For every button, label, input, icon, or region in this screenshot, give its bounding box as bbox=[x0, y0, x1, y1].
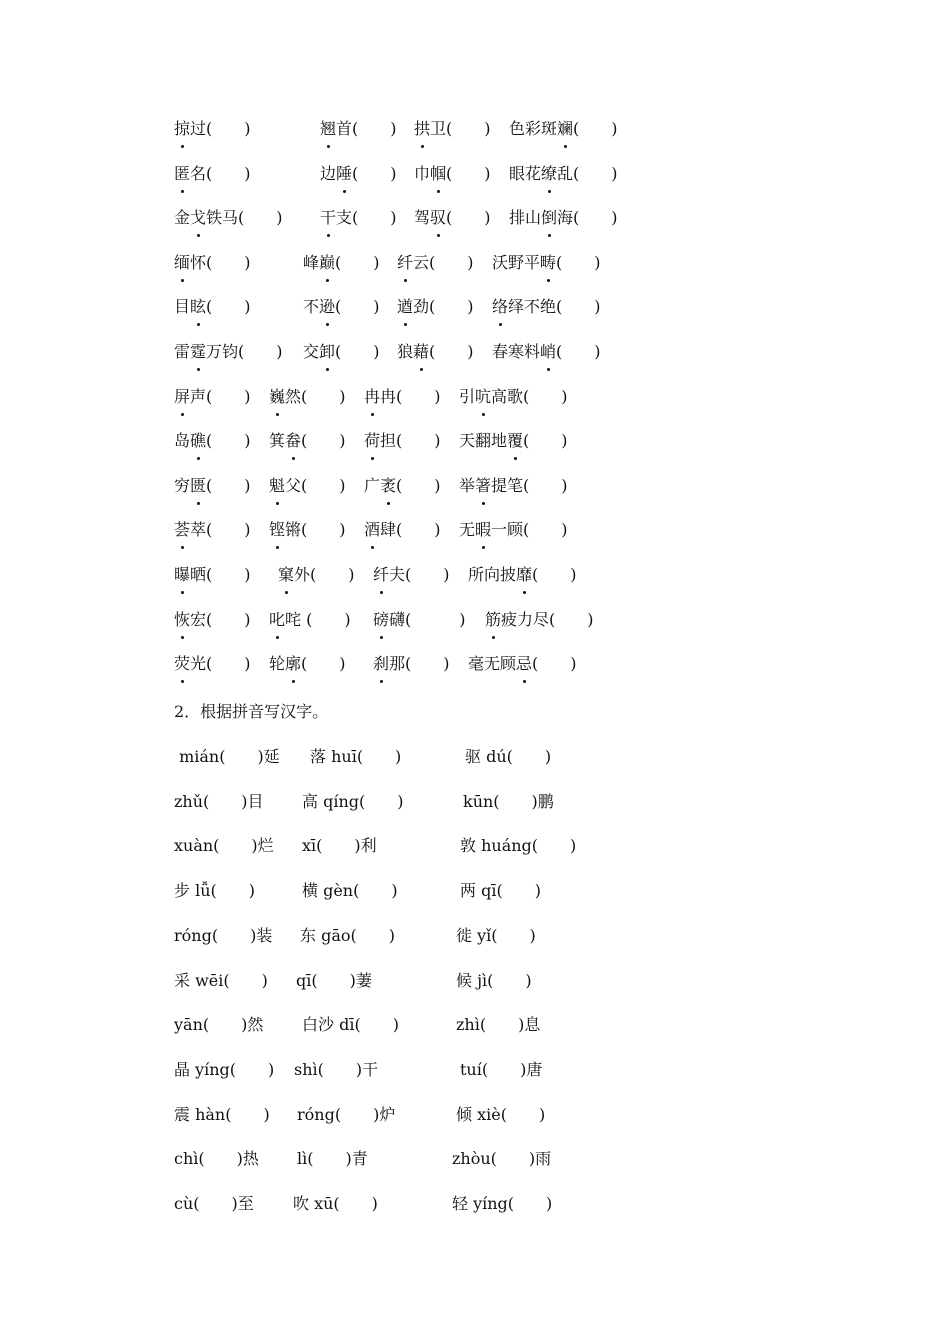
pinyin-item: cù( )至 bbox=[174, 1194, 254, 1213]
word-item bbox=[269, 429, 346, 453]
word-suffix-blank: ( ) bbox=[532, 565, 577, 584]
word-prefix: 峰 bbox=[303, 252, 320, 272]
pinyin-item: 横 gèn( ) bbox=[302, 881, 398, 901]
pinyin-item: yān( )然 bbox=[174, 1015, 264, 1035]
word-suffix-blank: 礴( ) bbox=[389, 609, 466, 629]
emphasized-character: 霆 bbox=[190, 340, 206, 364]
pinyin-row bbox=[0, 745, 950, 769]
exercise-row bbox=[0, 117, 950, 141]
emphasized-character: 眩 bbox=[190, 295, 206, 319]
word-prefix: 毫无顾 bbox=[468, 654, 517, 674]
emphasized-character: 匿 bbox=[174, 162, 190, 186]
pinyin-item: mián( )延 bbox=[174, 747, 280, 766]
pinyin-item: 晶 yíng( ) bbox=[174, 1059, 275, 1079]
word-suffix-blank: ( ) bbox=[446, 163, 491, 183]
emphasized-character: 巅 bbox=[319, 251, 335, 275]
word-prefix: 春寒料 bbox=[492, 342, 541, 361]
pinyin-item: shì( )干 bbox=[294, 1059, 379, 1079]
word-suffix-blank: ( ) bbox=[335, 342, 380, 361]
word-suffix-blank: ( ) bbox=[206, 297, 251, 317]
word-item bbox=[364, 429, 441, 453]
word-item bbox=[459, 474, 568, 498]
pinyin-row bbox=[0, 790, 950, 814]
emphasized-character: 纤 bbox=[397, 251, 413, 275]
word-prefix: 目 bbox=[174, 297, 191, 317]
word-prefix: 举 bbox=[459, 475, 476, 495]
exercise-row bbox=[0, 429, 950, 453]
emphasized-character: 屏 bbox=[174, 385, 190, 409]
word-item bbox=[269, 385, 346, 409]
word-suffix-blank: 然( ) bbox=[285, 386, 346, 406]
word-prefix: 色彩斑 bbox=[509, 119, 558, 138]
word-item bbox=[174, 474, 251, 498]
word-suffix-blank: 那( ) bbox=[389, 654, 450, 674]
word-item bbox=[459, 429, 568, 453]
pinyin-item: zhòu( )雨 bbox=[452, 1149, 552, 1169]
word-prefix: 所向披 bbox=[468, 565, 517, 584]
word-item bbox=[269, 608, 351, 632]
pinyin-item: 候 jì( ) bbox=[456, 970, 532, 990]
word-suffix-blank: ( ) bbox=[573, 119, 618, 138]
pinyin-item: róng( )炉 bbox=[297, 1104, 396, 1124]
word-prefix: 引 bbox=[459, 386, 476, 406]
word-suffix-blank: 夫( ) bbox=[389, 565, 450, 584]
word-suffix-blank: ( ) bbox=[352, 163, 397, 183]
word-prefix: 无 bbox=[459, 520, 476, 540]
pinyin-item: 倾 xiè( ) bbox=[456, 1104, 546, 1124]
word-suffix-blank: 绎不绝( ) bbox=[508, 297, 601, 317]
word-item bbox=[373, 652, 450, 676]
word-suffix-blank: ( ) bbox=[556, 342, 601, 361]
word-suffix-blank: 怀( ) bbox=[190, 252, 251, 272]
pinyin-item: 吹 xū( ) bbox=[293, 1194, 378, 1213]
pinyin-item: róng( )装 bbox=[174, 925, 273, 945]
exercise-row bbox=[0, 652, 950, 676]
word-item bbox=[397, 251, 474, 275]
exercise-row bbox=[0, 474, 950, 498]
word-item bbox=[174, 652, 251, 676]
word-prefix: 眼花 bbox=[509, 163, 542, 183]
exercise-row bbox=[0, 340, 950, 364]
word-item bbox=[364, 385, 441, 409]
pinyin-item: 步 lǚ( ) bbox=[174, 881, 255, 901]
word-suffix-blank: 万钧( ) bbox=[206, 342, 283, 361]
word-suffix-blank: 担( ) bbox=[380, 431, 441, 451]
pinyin-item: chì( )热 bbox=[174, 1149, 259, 1169]
word-item bbox=[492, 340, 601, 364]
word-item bbox=[397, 340, 474, 364]
word-suffix-blank: ( ) bbox=[396, 475, 441, 495]
pinyin-item: 敦 huáng( ) bbox=[460, 836, 577, 856]
word-suffix-blank: 萃( ) bbox=[190, 520, 251, 540]
word-item bbox=[174, 251, 251, 275]
word-item bbox=[174, 429, 251, 453]
word-suffix-blank: ( ) bbox=[301, 654, 346, 674]
word-item bbox=[485, 608, 594, 632]
emphasized-character: 畴 bbox=[540, 251, 556, 275]
emphasized-character: 匮 bbox=[190, 474, 206, 498]
word-item bbox=[364, 518, 441, 542]
emphasized-character: 袤 bbox=[380, 474, 396, 498]
word-item bbox=[278, 563, 355, 587]
pinyin-item: 白沙 dī( ) bbox=[302, 1015, 399, 1035]
word-suffix-blank: 父( ) bbox=[285, 475, 346, 495]
pinyin-row bbox=[0, 1147, 950, 1171]
word-prefix: 天翻地 bbox=[459, 431, 508, 451]
word-prefix: 驾 bbox=[414, 208, 431, 228]
section-heading: 2．根据拼音写汉字。 bbox=[174, 702, 329, 721]
exercise-row bbox=[0, 518, 950, 542]
word-suffix-blank: 光( ) bbox=[190, 654, 251, 674]
emphasized-character: 魁 bbox=[269, 474, 285, 498]
word-suffix-blank: 乱( ) bbox=[557, 163, 618, 183]
word-suffix-blank: ( ) bbox=[335, 297, 380, 317]
word-item bbox=[468, 563, 577, 587]
pinyin-item: zhì( )息 bbox=[456, 1015, 541, 1035]
word-item bbox=[397, 295, 474, 319]
word-item bbox=[509, 162, 618, 186]
word-prefix: 交 bbox=[303, 342, 320, 361]
emphasized-character: 筋 bbox=[485, 608, 501, 632]
word-suffix-blank: 宏( ) bbox=[190, 609, 251, 629]
pinyin-item: 东 gāo( ) bbox=[300, 925, 395, 945]
emphasized-character: 陲 bbox=[336, 162, 352, 186]
word-suffix-blank: 过( ) bbox=[190, 119, 251, 138]
word-prefix: 雷 bbox=[174, 342, 191, 361]
word-item bbox=[320, 206, 397, 230]
emphasized-character: 吭 bbox=[475, 385, 491, 409]
emphasized-character: 畚 bbox=[285, 429, 301, 453]
word-suffix-blank: ( ) bbox=[532, 654, 577, 674]
emphasized-character: 窠 bbox=[278, 563, 294, 587]
word-item bbox=[269, 652, 346, 676]
word-suffix-blank: ( ) bbox=[429, 342, 474, 361]
word-item bbox=[468, 652, 577, 676]
pinyin-item: 震 hàn( ) bbox=[174, 1104, 270, 1124]
emphasized-character: 缅 bbox=[174, 251, 190, 275]
word-prefix: 穷 bbox=[174, 475, 191, 495]
word-item bbox=[459, 385, 568, 409]
word-suffix-blank: 首( ) bbox=[336, 119, 397, 138]
word-suffix-blank: ( ) bbox=[556, 252, 601, 272]
emphasized-character: 酒 bbox=[364, 518, 380, 542]
word-item bbox=[174, 295, 251, 319]
emphasized-character: 戈 bbox=[190, 206, 206, 230]
word-suffix-blank: 咤 ( ) bbox=[285, 609, 351, 629]
pinyin-item: 落 huī( ) bbox=[310, 747, 402, 766]
word-item bbox=[174, 608, 251, 632]
word-suffix-blank: 冉( ) bbox=[380, 386, 441, 406]
word-suffix-blank: ( ) bbox=[446, 208, 491, 228]
word-prefix: 不 bbox=[303, 297, 320, 317]
word-prefix: 边 bbox=[320, 163, 337, 183]
word-prefix: 巾 bbox=[414, 163, 431, 183]
emphasized-character: 驭 bbox=[430, 206, 446, 230]
pinyin-item: tuí( )唐 bbox=[460, 1059, 543, 1079]
emphasized-character: 叱 bbox=[269, 608, 285, 632]
emphasized-character: 斓 bbox=[557, 117, 573, 141]
word-item bbox=[174, 563, 251, 587]
word-suffix-blank: ( ) bbox=[206, 431, 251, 451]
pinyin-item: 轻 yíng( ) bbox=[452, 1194, 553, 1213]
emphasized-character: 卸 bbox=[319, 340, 335, 364]
pinyin-item: kūn( )鹏 bbox=[463, 791, 554, 811]
emphasized-character: 帼 bbox=[430, 162, 446, 186]
word-item bbox=[509, 117, 618, 141]
word-item bbox=[174, 385, 251, 409]
word-suffix-blank: 提笔( ) bbox=[491, 475, 568, 495]
emphasized-character: 巍 bbox=[269, 385, 285, 409]
word-item bbox=[303, 251, 380, 275]
word-suffix-blank: 支( ) bbox=[336, 208, 397, 228]
word-suffix-blank: 海( ) bbox=[557, 208, 618, 228]
exercise-row bbox=[0, 385, 950, 409]
word-item bbox=[303, 340, 380, 364]
word-item bbox=[414, 206, 491, 230]
word-prefix: 广 bbox=[364, 475, 381, 495]
exercise-row bbox=[0, 206, 950, 230]
emphasized-character: 磅 bbox=[373, 608, 389, 632]
pinyin-item: 驱 dú( ) bbox=[465, 747, 552, 766]
pinyin-row bbox=[0, 879, 950, 903]
pinyin-row bbox=[0, 1058, 950, 1082]
word-suffix-blank: 外( ) bbox=[294, 565, 355, 584]
exercise-row bbox=[0, 251, 950, 275]
word-suffix-blank: ( ) bbox=[301, 431, 346, 451]
emphasized-character: 干 bbox=[320, 206, 336, 230]
emphasized-character: 冉 bbox=[364, 385, 380, 409]
word-suffix-blank: 高歌( ) bbox=[491, 386, 568, 406]
word-prefix: 排山 bbox=[509, 208, 542, 228]
pinyin-item: xī( )利 bbox=[302, 836, 377, 856]
word-suffix-blank: 劲( ) bbox=[413, 297, 474, 317]
word-item bbox=[509, 206, 618, 230]
emphasized-character: 倒 bbox=[541, 206, 557, 230]
emphasized-character: 刹 bbox=[373, 652, 389, 676]
word-item bbox=[303, 295, 380, 319]
word-prefix: 岛 bbox=[174, 431, 191, 451]
pinyin-item: 高 qíng( ) bbox=[302, 791, 404, 811]
emphasized-character: 荧 bbox=[174, 652, 190, 676]
word-item bbox=[320, 117, 397, 141]
word-item bbox=[373, 563, 450, 587]
word-prefix: 金 bbox=[174, 208, 191, 228]
word-suffix-blank: 疲力尽( ) bbox=[501, 609, 594, 629]
word-prefix: 狼 bbox=[397, 342, 414, 361]
word-item bbox=[414, 162, 491, 186]
pinyin-row bbox=[0, 969, 950, 993]
pinyin-row bbox=[0, 1103, 950, 1127]
exercise-row bbox=[0, 162, 950, 186]
emphasized-character: 翘 bbox=[320, 117, 336, 141]
pinyin-item: 采 wēi( ) bbox=[174, 970, 268, 990]
word-suffix-blank: ( ) bbox=[335, 252, 380, 272]
word-suffix-blank: 一顾( ) bbox=[491, 520, 568, 540]
emphasized-character: 缭 bbox=[541, 162, 557, 186]
word-item bbox=[492, 251, 601, 275]
word-suffix-blank: 晒( ) bbox=[190, 565, 251, 584]
word-suffix-blank: ( ) bbox=[523, 431, 568, 451]
exercise-row bbox=[0, 608, 950, 632]
word-suffix-blank: 肆( ) bbox=[380, 520, 441, 540]
word-suffix-blank: 名( ) bbox=[190, 163, 251, 183]
word-suffix-blank: 卫( ) bbox=[430, 119, 491, 138]
emphasized-character: 廓 bbox=[285, 652, 301, 676]
emphasized-character: 纤 bbox=[373, 563, 389, 587]
emphasized-character: 暇 bbox=[475, 518, 491, 542]
emphasized-character: 逊 bbox=[319, 295, 335, 319]
pinyin-item: 两 qī( ) bbox=[460, 881, 541, 901]
word-item bbox=[174, 117, 251, 141]
exercise-row bbox=[0, 563, 950, 587]
word-item bbox=[269, 518, 346, 542]
emphasized-character: 箸 bbox=[475, 474, 491, 498]
emphasized-character: 藉 bbox=[413, 340, 429, 364]
word-item bbox=[174, 340, 283, 364]
emphasized-character: 曝 bbox=[174, 563, 190, 587]
pinyin-item: xuàn( )烂 bbox=[174, 836, 274, 856]
emphasized-character: 荷 bbox=[364, 429, 380, 453]
pinyin-item: zhǔ( )目 bbox=[174, 791, 264, 811]
emphasized-character: 峭 bbox=[540, 340, 556, 364]
emphasized-character: 礁 bbox=[190, 429, 206, 453]
word-suffix-blank: 铁马( ) bbox=[206, 208, 283, 228]
word-item bbox=[364, 474, 441, 498]
word-item bbox=[174, 206, 283, 230]
pinyin-row bbox=[0, 1192, 950, 1216]
pinyin-item: 徙 yǐ( ) bbox=[456, 925, 536, 945]
pinyin-row bbox=[0, 924, 950, 948]
word-suffix-blank: 锵( ) bbox=[285, 520, 346, 540]
word-item bbox=[174, 518, 251, 542]
emphasized-character: 络 bbox=[492, 295, 508, 319]
word-item bbox=[492, 295, 601, 319]
word-suffix-blank: ( ) bbox=[206, 475, 251, 495]
emphasized-character: 掠 bbox=[174, 117, 190, 141]
pinyin-item: qī( )萋 bbox=[296, 970, 372, 990]
word-item bbox=[269, 474, 346, 498]
emphasized-character: 铿 bbox=[269, 518, 285, 542]
word-item bbox=[459, 518, 568, 542]
word-prefix: 箕 bbox=[269, 431, 286, 451]
word-prefix: 沃野平 bbox=[492, 252, 541, 272]
pinyin-row bbox=[0, 834, 950, 858]
emphasized-character: 拱 bbox=[414, 117, 430, 141]
word-item bbox=[414, 117, 491, 141]
emphasized-character: 忌 bbox=[516, 652, 532, 676]
emphasized-character: 靡 bbox=[516, 563, 532, 587]
emphasized-character: 覆 bbox=[507, 429, 523, 453]
word-suffix-blank: 云( ) bbox=[413, 252, 474, 272]
emphasized-character: 荟 bbox=[174, 518, 190, 542]
word-item bbox=[373, 608, 466, 632]
word-suffix-blank: 声( ) bbox=[190, 386, 251, 406]
word-item bbox=[174, 162, 251, 186]
emphasized-character: 恢 bbox=[174, 608, 190, 632]
pinyin-row bbox=[0, 1013, 950, 1037]
exercise-row bbox=[0, 295, 950, 319]
word-item bbox=[320, 162, 397, 186]
word-prefix: 轮 bbox=[269, 654, 286, 674]
emphasized-character: 遒 bbox=[397, 295, 413, 319]
pinyin-item: lì( )青 bbox=[297, 1149, 368, 1169]
